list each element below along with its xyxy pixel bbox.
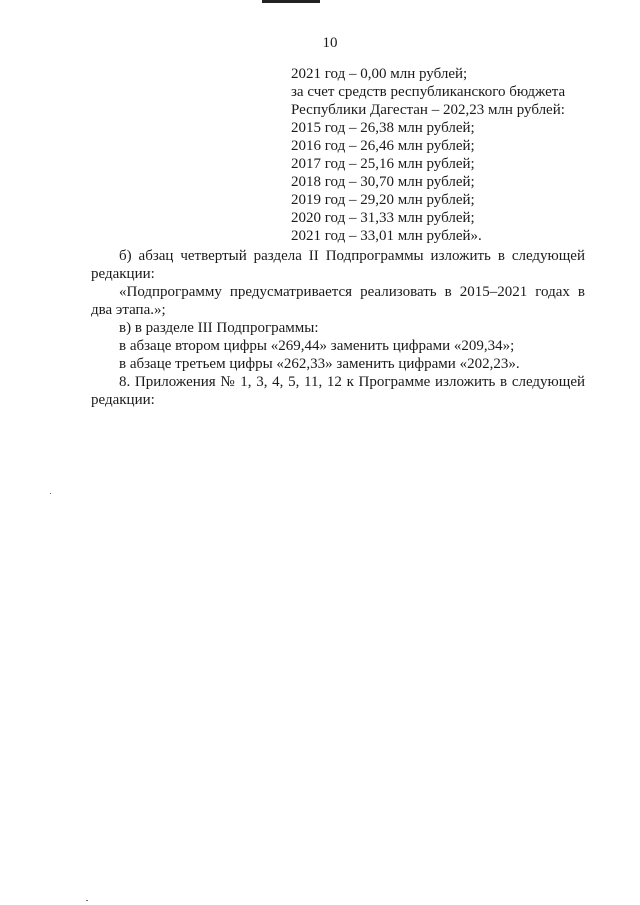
quote-line-1: «Подпрограмму предусматривается реализовать в 2015–2021 годах в xyxy=(119,284,585,300)
paragraph-b-line-1: б) абзац четвертый раздела II Подпрограммы изложить в следующей xyxy=(119,248,585,264)
funding-year-line: 2015 год – 26,38 млн рублей; xyxy=(291,120,475,136)
funding-2021-total: 2021 год – 0,00 млн рублей; xyxy=(291,66,468,82)
funding-block xyxy=(291,65,565,245)
scan-speck xyxy=(86,900,88,901)
item-8-line-2: редакции: xyxy=(91,392,155,408)
paragraph-v-line: в) в разделе III Подпрограммы: xyxy=(119,320,319,336)
funding-year-line: 2020 год – 31,33 млн рублей; xyxy=(291,210,475,226)
funding-year-line: 2016 год – 26,46 млн рублей; xyxy=(291,138,475,154)
paragraph-b xyxy=(91,247,585,283)
paragraph-v xyxy=(91,319,585,337)
scan-mark xyxy=(262,0,320,3)
second-abzac-paragraph xyxy=(91,337,585,355)
funding-year-line: 2021 год – 33,01 млн рублей». xyxy=(291,228,482,244)
funding-year-line: 2019 год – 29,20 млн рублей; xyxy=(291,192,475,208)
item-8-paragraph xyxy=(91,373,585,409)
third-abzac-paragraph xyxy=(91,355,585,373)
page-number: 10 xyxy=(322,35,338,51)
scan-speck xyxy=(50,493,51,494)
quote-line-2: два этапа.»; xyxy=(91,302,166,318)
quote-paragraph xyxy=(91,283,585,319)
paragraph-b-line-2: редакции: xyxy=(91,266,155,282)
second-abzac-line: в абзаце втором цифры «269,44» заменить цифрами «209,34»; xyxy=(119,338,515,354)
item-8-line-1: 8. Приложения № 1, 3, 4, 5, 11, 12 к Программе изложить в следующей xyxy=(119,374,585,390)
republic-budget-line-2: Республики Дагестан – 202,23 млн рублей: xyxy=(291,102,565,118)
third-abzac-line: в абзаце третьем цифры «262,33» заменить цифрами «202,23». xyxy=(119,356,520,372)
republic-budget-line-1: за счет средств республиканского бюджета xyxy=(291,84,566,100)
funding-year-line: 2017 год – 25,16 млн рублей; xyxy=(291,156,475,172)
funding-year-line: 2018 год – 30,70 млн рублей; xyxy=(291,174,475,190)
